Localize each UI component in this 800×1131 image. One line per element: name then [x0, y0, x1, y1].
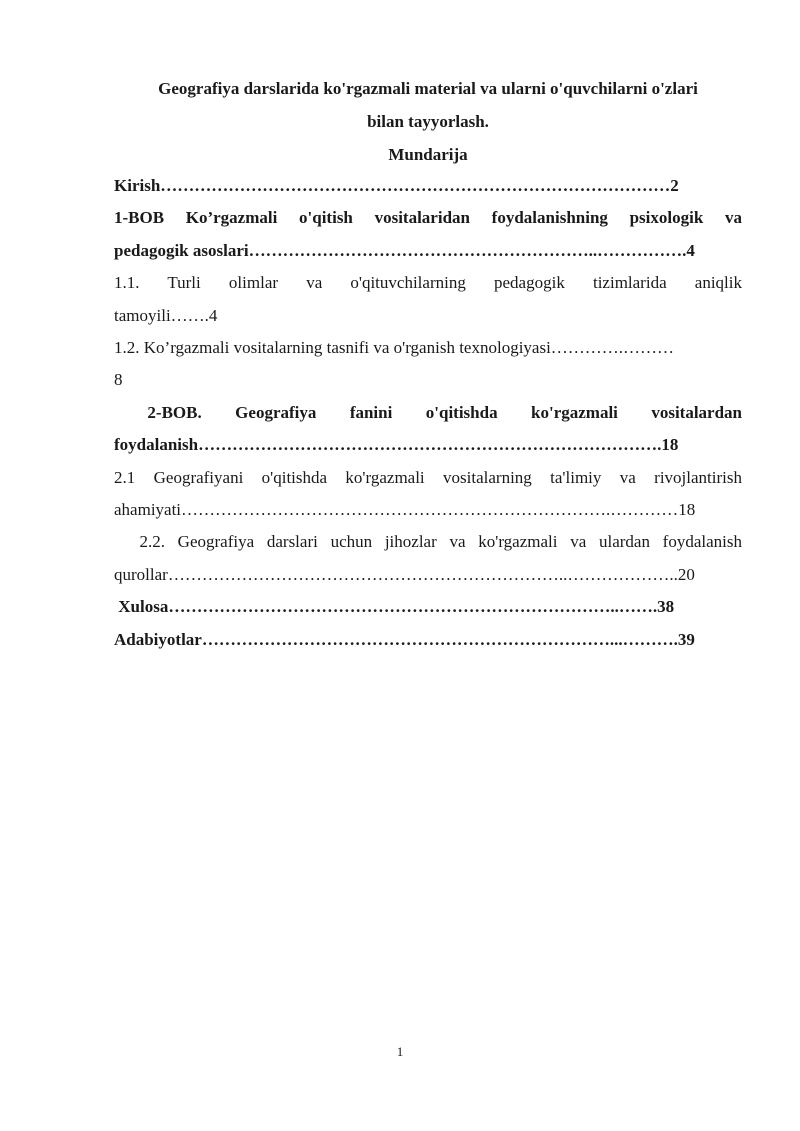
toc-entry-text-cont: tamoyili…….4 — [114, 305, 218, 325]
toc-heading: Mundarija — [388, 145, 468, 164]
toc-entry-text: 1-BOB Ko’rgazmali o'qitish vositalaridan foydalanishning psixologik va — [114, 208, 742, 228]
toc-entry-text-cont: 8 — [114, 370, 123, 390]
toc-entry-text: Xulosa……………………………………………………………………..…….38 — [114, 597, 675, 617]
toc-entry-2-2 — [114, 526, 742, 591]
toc-entry-text-cont: ahamiyati………………………………………………………………….…………18 — [114, 500, 696, 520]
toc-entry-text: 2-BOB. Geografiya fanini o'qitishda ko'rgazmali vositalardan — [114, 402, 742, 422]
toc-entry-text: Adabiyotlar………………………………………………………………...……….39 — [114, 629, 695, 649]
toc-entry-text-cont: qurollar……………………………………………………………..………………..20 — [114, 564, 695, 584]
document-title-line1: Geografiya darslarida ko'rgazmali material va ularni o'quvchilarni o'zlari — [158, 79, 698, 98]
toc-entry-xulosa — [114, 591, 742, 623]
toc-entry-text: Kirish………………………………………………………………………………2 — [114, 176, 679, 195]
toc-entry-1-1 — [114, 267, 742, 332]
toc-entry-text: 2.2. Geografiya darslari uchun jihozlar va ko'rgazmali va ulardan foydalanish — [114, 532, 742, 552]
toc-entry-text: 1.2. Ko’rgazmali vositalarning tasnifi va o'rganish texnologiyasi………….……… — [114, 338, 675, 358]
toc-entry-text-cont: pedagogik asoslari……………………………………………………..…………….4 — [114, 240, 695, 260]
toc-entry-text-cont: foydalanish……………………………………………………………………….18 — [114, 435, 679, 455]
table-of-contents — [114, 170, 742, 656]
toc-entry-adabiyotlar — [114, 624, 742, 656]
document-title-line2: bilan tayyorlash. — [367, 112, 489, 131]
toc-entry-chapter-1 — [114, 202, 742, 267]
toc-entry-text: 1.1. Turli olimlar va o'qituvchilarning pedagogik tizimlarida aniqlik — [114, 273, 742, 293]
toc-entry-1-2 — [114, 332, 742, 397]
page-number: 1 — [396, 1044, 404, 1059]
toc-entry-kirish — [114, 170, 742, 202]
toc-entry-text: 2.1 Geografiyani o'qitishda ko'rgazmali vositalarning ta'limiy va rivojlantirish — [114, 467, 742, 487]
toc-entry-chapter-2 — [114, 397, 742, 462]
toc-entry-2-1 — [114, 462, 742, 527]
